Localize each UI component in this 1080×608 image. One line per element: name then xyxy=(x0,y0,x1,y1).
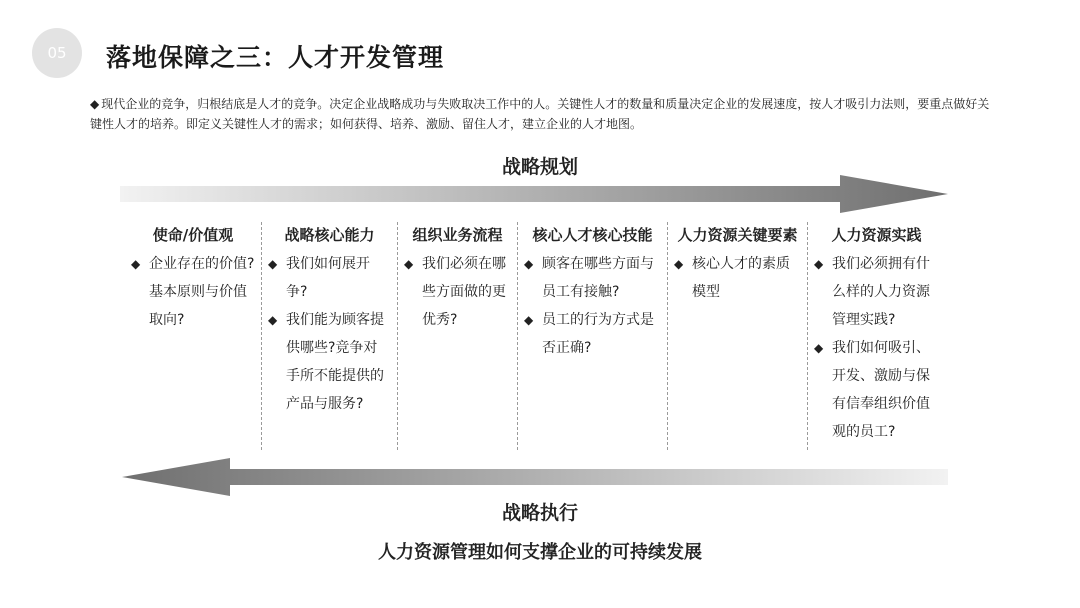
framework-column xyxy=(397,222,517,450)
framework-column xyxy=(807,222,945,450)
diamond-bullet-icon: ◆ xyxy=(674,257,684,271)
diamond-bullet-icon: ◆ xyxy=(131,257,141,271)
page-title: 落地保障之三：人才开发管理 xyxy=(106,43,445,72)
column-title: 人力资源实践 xyxy=(831,226,922,244)
framework-column xyxy=(261,222,397,450)
column-item xyxy=(268,306,391,418)
column-item xyxy=(524,250,661,306)
column-item-text: 企业存在的价值?基本原则与价值取向? xyxy=(149,256,255,328)
column-item xyxy=(814,250,939,334)
column-item xyxy=(674,250,801,306)
diamond-bullet-icon: ◆ xyxy=(814,341,824,355)
intro-text: 现代企业的竞争，归根结底是人才的竞争。决定企业战略成功与失败取决工作中的人。关键性人才的数量和质量决定企业的发展速度，按人才吸引力法则，要重点做好关键性人才的培养。即定义关键性人才的需求；如何获得、培养、激励、留住人才，建立企业的人才地图。 xyxy=(90,97,990,131)
intro-paragraph xyxy=(90,94,1000,134)
hr-framework-columns xyxy=(125,222,945,450)
left-arrow-icon xyxy=(120,458,950,498)
column-item-text: 我们如何展开争? xyxy=(286,256,370,300)
framework-column xyxy=(125,222,261,450)
column-item-text: 我们能为顾客提供哪些?竞争对手所不能提供的产品与服务? xyxy=(286,312,384,412)
framework-column xyxy=(667,222,807,450)
column-item-text: 我们必须在哪些方面做的更优秀? xyxy=(422,256,506,328)
column-item-text: 我们如何吸引、开发、激励与保有信奉组织价值观的员工? xyxy=(832,340,930,440)
column-item-text: 我们必须拥有什么样的人力资源管理实践? xyxy=(832,256,930,328)
column-item-text: 员工的行为方式是否正确? xyxy=(542,312,654,356)
diamond-bullet-icon: ◆ xyxy=(524,313,534,327)
strategy-planning-label: 战略规划 xyxy=(501,156,578,178)
column-item xyxy=(131,250,255,334)
framework-column xyxy=(517,222,667,450)
column-title: 使命/价值观 xyxy=(152,226,234,244)
diamond-bullet-icon: ◆ xyxy=(268,257,278,271)
column-item xyxy=(524,306,661,362)
column-title: 人力资源关键要素 xyxy=(677,226,798,244)
diamond-bullet-icon: ◆ xyxy=(404,257,414,271)
column-title: 组织业务流程 xyxy=(412,226,503,244)
column-title: 核心人才核心技能 xyxy=(532,226,653,244)
diamond-bullet-icon: ◆ xyxy=(90,97,100,111)
column-item xyxy=(814,334,939,446)
strategy-execution-label: 战略执行 xyxy=(501,502,578,524)
slide-subtitle: 人力资源管理如何支撑企业的可持续发展 xyxy=(378,542,702,563)
diamond-bullet-icon: ◆ xyxy=(524,257,534,271)
diamond-bullet-icon: ◆ xyxy=(814,257,824,271)
right-arrow-icon xyxy=(120,175,950,215)
column-item xyxy=(268,250,391,306)
column-title: 战略核心能力 xyxy=(284,226,375,244)
column-item-text: 核心人才的素质模型 xyxy=(692,256,790,300)
column-item xyxy=(404,250,511,334)
slide-number-badge: 05 xyxy=(32,28,82,78)
column-item-text: 顾客在哪些方面与员工有接触? xyxy=(542,256,654,300)
diamond-bullet-icon: ◆ xyxy=(268,313,278,327)
